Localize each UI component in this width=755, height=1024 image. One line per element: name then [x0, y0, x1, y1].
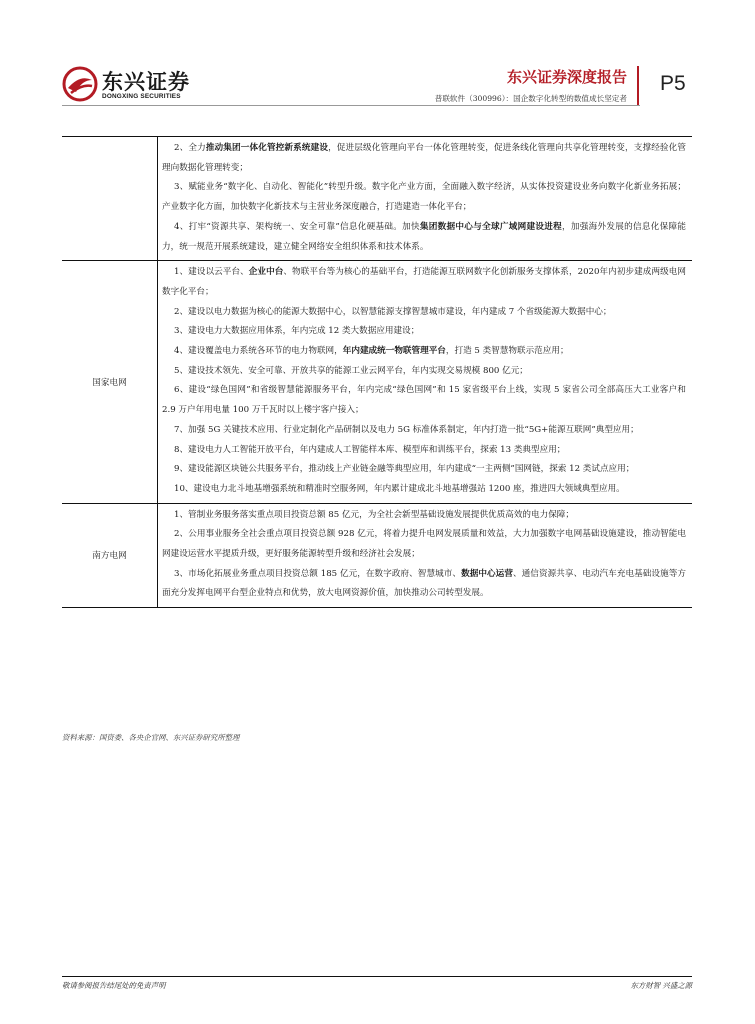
- item-text: 2、公用事业服务全社会重点项目投资总额 928 亿元，将着力提升电网发展质量和效益，大力加强数字电网基础设施建设，推动智能电网建设运营水平提质升级，更好服务能源转型升级和经济社会发展；: [162, 529, 686, 560]
- logo-chinese-name: 东兴证券: [102, 70, 190, 94]
- table-row: [62, 137, 692, 261]
- list-item: [158, 178, 692, 217]
- source-note: 资料来源：国资委、各央企官网、东兴证券研究所整理: [62, 733, 240, 742]
- row-content: [158, 261, 693, 503]
- list-item: [158, 263, 692, 302]
- item-text: 8、建设电力人工智能开放平台，年内建成人工智能样本库、模型库和训练平台，探索 13 类典型应用；: [174, 444, 566, 455]
- footer-rule: [62, 976, 692, 977]
- list-item: [158, 381, 692, 420]
- item-text: 3、赋能业务“数字化、自动化、智能化”转型升级。数字化产业方面，全面融入数字经济，从实体投资建设业务向数字化新业务拓展；产业数字化方面，加快数字化新技术与主营业务深度融合，打造建造一体化平台；: [162, 182, 686, 213]
- row-content: [158, 137, 693, 261]
- list-item: [158, 342, 692, 362]
- item-text: 1、建设以云平台、: [174, 267, 249, 278]
- item-text: 1、管制业务服务落实重点项目投资总额 85 亿元，为全社会新型基础设施发展提供优质高效的电力保障；: [174, 509, 574, 520]
- row-label: 南方电网: [62, 503, 158, 608]
- list-item: [158, 480, 692, 500]
- item-text: 7、加强 5G 关键技术应用、行业定制化产品研制以及电力 5G 标准体系制定，年内打造一批“5G+能源互联网”典型应用；: [174, 424, 639, 435]
- highlight-text: 企业中台: [248, 267, 284, 278]
- list-item: [158, 139, 692, 178]
- row-label: 国家电网: [62, 261, 158, 503]
- highlight-text: 推动集团一体化管控新系统建设: [205, 143, 329, 153]
- table-row: [62, 261, 692, 503]
- table-row: [62, 503, 692, 608]
- highlight-text: 数据中心运营: [461, 568, 513, 579]
- header-rule: [62, 105, 640, 106]
- item-text: 、物联平台等为核心的基础平台，打造能源互联网数字化创新服务支撑体系，2020年内初步建成两级电网数字化平台；: [162, 267, 687, 297]
- list-item: [158, 460, 692, 480]
- disclaimer-note: 敬请参阅报告结尾处的免责声明: [62, 981, 166, 990]
- item-text: ，打造 5 类智慧物联示范应用；: [445, 346, 569, 357]
- item-text: 3、市场化拓展业务重点项目投资总额 185 亿元，在数字政府、智慧城市、: [174, 568, 462, 579]
- highlight-text: 集团数据中心与全球广域网建设进程: [419, 221, 562, 232]
- company-logo: [62, 66, 192, 106]
- report-title: 东兴证券深度报告: [506, 68, 627, 86]
- list-item: [158, 506, 692, 526]
- item-text: ，加强海外发展的信息化保障能力，统一规范开展系统建设，建立健全网络安全组织体系和技术体系。: [162, 221, 686, 252]
- item-text: 4、打牢“资源共享、架构统一、安全可靠”信息化硬基础。加快: [174, 221, 420, 232]
- item-text: 、通信资源共享、电动汽车充电基础设施等方面充分发挥电网平台型企业特点和优势，放大电网资源价值，加快推动公司转型发展。: [162, 568, 686, 599]
- report-subtitle: 普联软件（300996）：国企数字化转型的数值成长坚定者: [434, 94, 627, 103]
- list-item: [158, 525, 692, 564]
- item-text: 2、建设以电力数据为核心的能源大数据中心，以智慧能源支撑智慧城市建设，年内建成 7 个省级能源大数据中心；: [174, 306, 612, 317]
- policy-table: [62, 136, 692, 608]
- logo-english-name: DONGXING SECURITIES: [102, 93, 181, 100]
- item-text: 10、建设电力北斗地基增强系统和精准时空服务网，年内累计建成北斗地基增强站 1200 座，推进四大领域典型应用。: [174, 483, 625, 494]
- footer-slogan: 东方财智 兴盛之源: [630, 981, 692, 990]
- item-text: 9、建设能源区块链公共服务平台，推动线上产业链金融等典型应用，年内建成“一主两侧”国网链，探索 12 类试点应用；: [174, 464, 635, 475]
- list-item: [158, 218, 692, 257]
- item-text: 3、建设电力大数据应用体系，年内完成 12 类大数据应用建设；: [174, 326, 420, 337]
- page-number: P5: [660, 72, 686, 95]
- item-text: 2、全力: [174, 143, 206, 153]
- list-item: [158, 421, 692, 441]
- logo-mark-icon: [62, 66, 98, 102]
- list-item: [158, 322, 692, 342]
- item-text: 4、建设覆盖电力系统各环节的电力物联网，: [174, 346, 343, 357]
- highlight-text: 年内建成统一物联管理平台: [342, 346, 446, 357]
- list-item: [158, 565, 692, 604]
- item-text: 6、建设“绿色国网”和省级智慧能源服务平台，年内完成“绿色国网”和 15 家省级平台上线，实现 5 家省公司全部高压大工业客户和 2.9 万户年用电量 100 万千瓦时以上楼宇客户接入；: [162, 385, 686, 416]
- row-label: [62, 137, 158, 261]
- list-item: [158, 441, 692, 461]
- row-content: [158, 503, 693, 608]
- item-text: 5、建设技术领先、安全可靠、开放共享的能源工业云网平台，年内实现交易规模 800 亿元；: [174, 365, 528, 376]
- list-item: [158, 362, 692, 382]
- item-text: ，促进层级化管理向平台一体化管理转变，促进条线化管理向共享化管理转变，支撑经验化管理向数据化管理转变；: [162, 143, 686, 173]
- header-divider: [637, 66, 639, 106]
- list-item: [158, 303, 692, 323]
